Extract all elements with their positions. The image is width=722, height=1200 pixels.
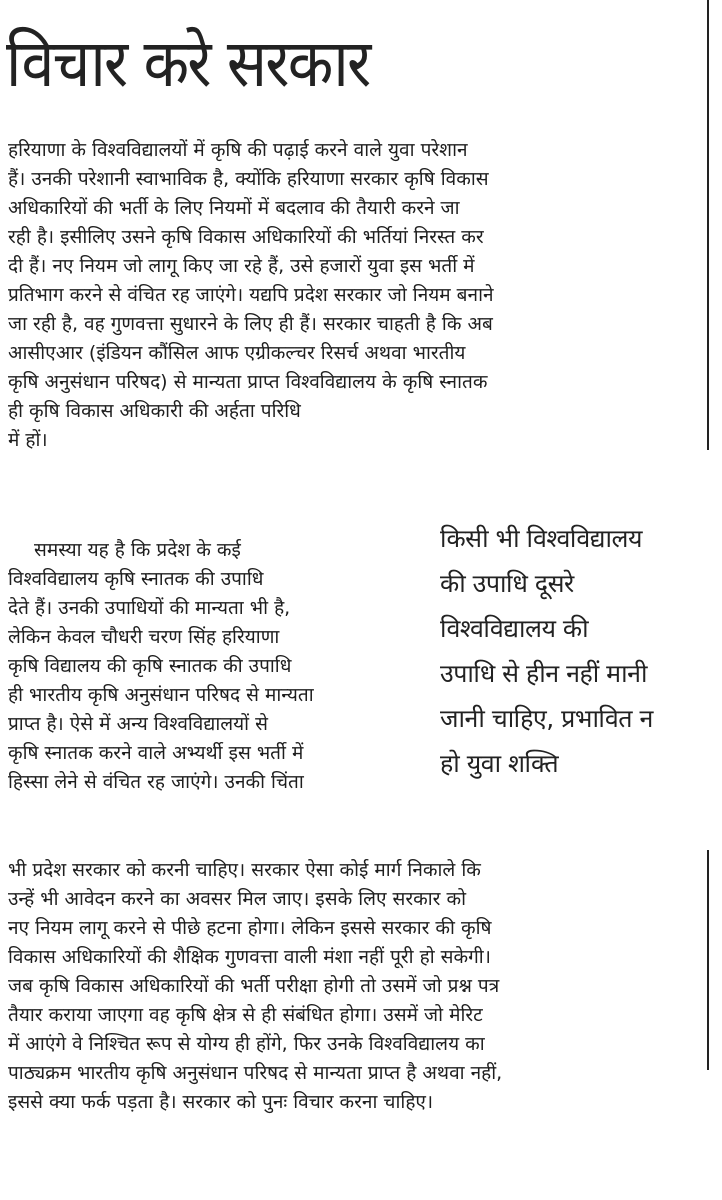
text-line: कृषि विद्यालय की कृषि स्नातक की उपाधि (8, 655, 292, 677)
pull-quote-line: उपाधि से हीन नहीं मानी (440, 659, 647, 688)
text-line: तैयार कराया जाएगा वह कृषि क्षेत्र से ही संबंधित होगा। उसमें जो मेरिट (8, 1004, 483, 1026)
pull-quote-line: किसी भी विश्वविद्यालय (440, 524, 642, 553)
pull-quote-line: विश्वविद्यालय की (440, 614, 589, 643)
text-line: जब कृषि विकास अधिकारियों की भर्ती परीक्षा होगी तो उसमें जो प्रश्न पत्र (8, 975, 500, 997)
text-line: समस्या यह है कि प्रदेश के कई (34, 539, 241, 561)
text-line: हरियाणा के विश्वविद्यालयों में कृषि की पढ़ाई करने वाले युवा परेशान (8, 139, 468, 161)
text-line: भी प्रदेश सरकार को करनी चाहिए। सरकार ऐसा कोई मार्ग निकाले कि (8, 859, 481, 881)
text-line: में हों। (8, 429, 48, 451)
headline: विचार करे सरकार (6, 25, 370, 102)
text-line: जा रही है, वह गुणवत्ता सुधारने के लिए ही हैं। सरकार चाहती है कि अब (8, 313, 493, 335)
paragraph-1 (8, 136, 662, 455)
paragraph-2 (8, 536, 420, 797)
text-line: देते हैं। उनकी उपाधियों की मान्यता भी है, (8, 597, 291, 619)
text-line: प्राप्त है। ऐसे में अन्य विश्वविद्यालयों से (8, 713, 268, 735)
column-rule-bottom (707, 850, 709, 1070)
text-line: आसीएआर (इंडियन कौंसिल आफ एग्रीकल्चर रिसर्च अथवा भारतीय (8, 342, 466, 364)
text-line: हैं। उनकी परेशानी स्वाभाविक है, क्योंकि हरियाणा सरकार कृषि विकास (8, 168, 489, 190)
text-line: लेकिन केवल चौधरी चरण सिंह हरियाणा (8, 626, 280, 648)
column-rule-top (707, 0, 709, 450)
pull-quote (440, 516, 708, 786)
text-line: प्रतिभाग करने से वंचित रह जाएंगे। यद्यपि प्रदेश सरकार जो नियम बनाने (8, 284, 494, 306)
text-line: विश्वविद्यालय कृषि स्नातक की उपाधि (8, 568, 264, 590)
text-line: पाठ्यक्रम भारतीय कृषि अनुसंधान परिषद से मान्यता प्राप्त है अथवा नहीं, (8, 1062, 503, 1084)
text-line: अधिकारियों की भर्ती के लिए नियमों में बदलाव की तैयारी करने जा (8, 197, 460, 219)
text-line: नए नियम लागू करने से पीछे हटना होगा। लेकिन इससे सरकार की कृषि (8, 917, 492, 939)
text-line: ही कृषि विकास अधिकारी की अर्हता परिधि (8, 400, 301, 422)
pull-quote-line: की उपाधि दूसरे (440, 569, 574, 598)
text-line: कृषि स्नातक करने वाले अभ्यर्थी इस भर्ती में (8, 742, 304, 764)
text-line: दी हैं। नए नियम जो लागू किए जा रहे हैं, उसे हजारों युवा इस भर्ती में (8, 255, 475, 277)
text-line: विकास अधिकारियों की शैक्षिक गुणवत्ता वाली मंशा नहीं पूरी हो सकेगी। (8, 946, 491, 968)
text-line: उन्हें भी आवेदन करने का अवसर मिल जाए। इसके लिए सरकार को (8, 888, 467, 910)
text-line: हिस्सा लेने से वंचित रह जाएंगे। उनकी चिंता (8, 771, 304, 793)
pull-quote-line: हो युवा शक्ति (440, 749, 559, 778)
pull-quote-line: जानी चाहिए, प्रभावित न (440, 704, 653, 733)
paragraph-3 (8, 856, 662, 1117)
text-line: इससे क्या फर्क पड़ता है। सरकार को पुनः विचार करना चाहिए। (8, 1091, 434, 1113)
text-line: कृषि अनुसंधान परिषद) से मान्यता प्राप्त विश्वविद्यालय के कृषि स्नातक (8, 371, 488, 393)
text-line: ही भारतीय कृषि अनुसंधान परिषद से मान्यता (8, 684, 314, 706)
text-line: रही है। इसीलिए उसने कृषि विकास अधिकारियों की भर्तियां निरस्त कर (8, 226, 484, 248)
text-line: में आएंगे वे निश्चित रूप से योग्य ही होंगे, फिर उनके विश्वविद्यालय का (8, 1033, 485, 1055)
